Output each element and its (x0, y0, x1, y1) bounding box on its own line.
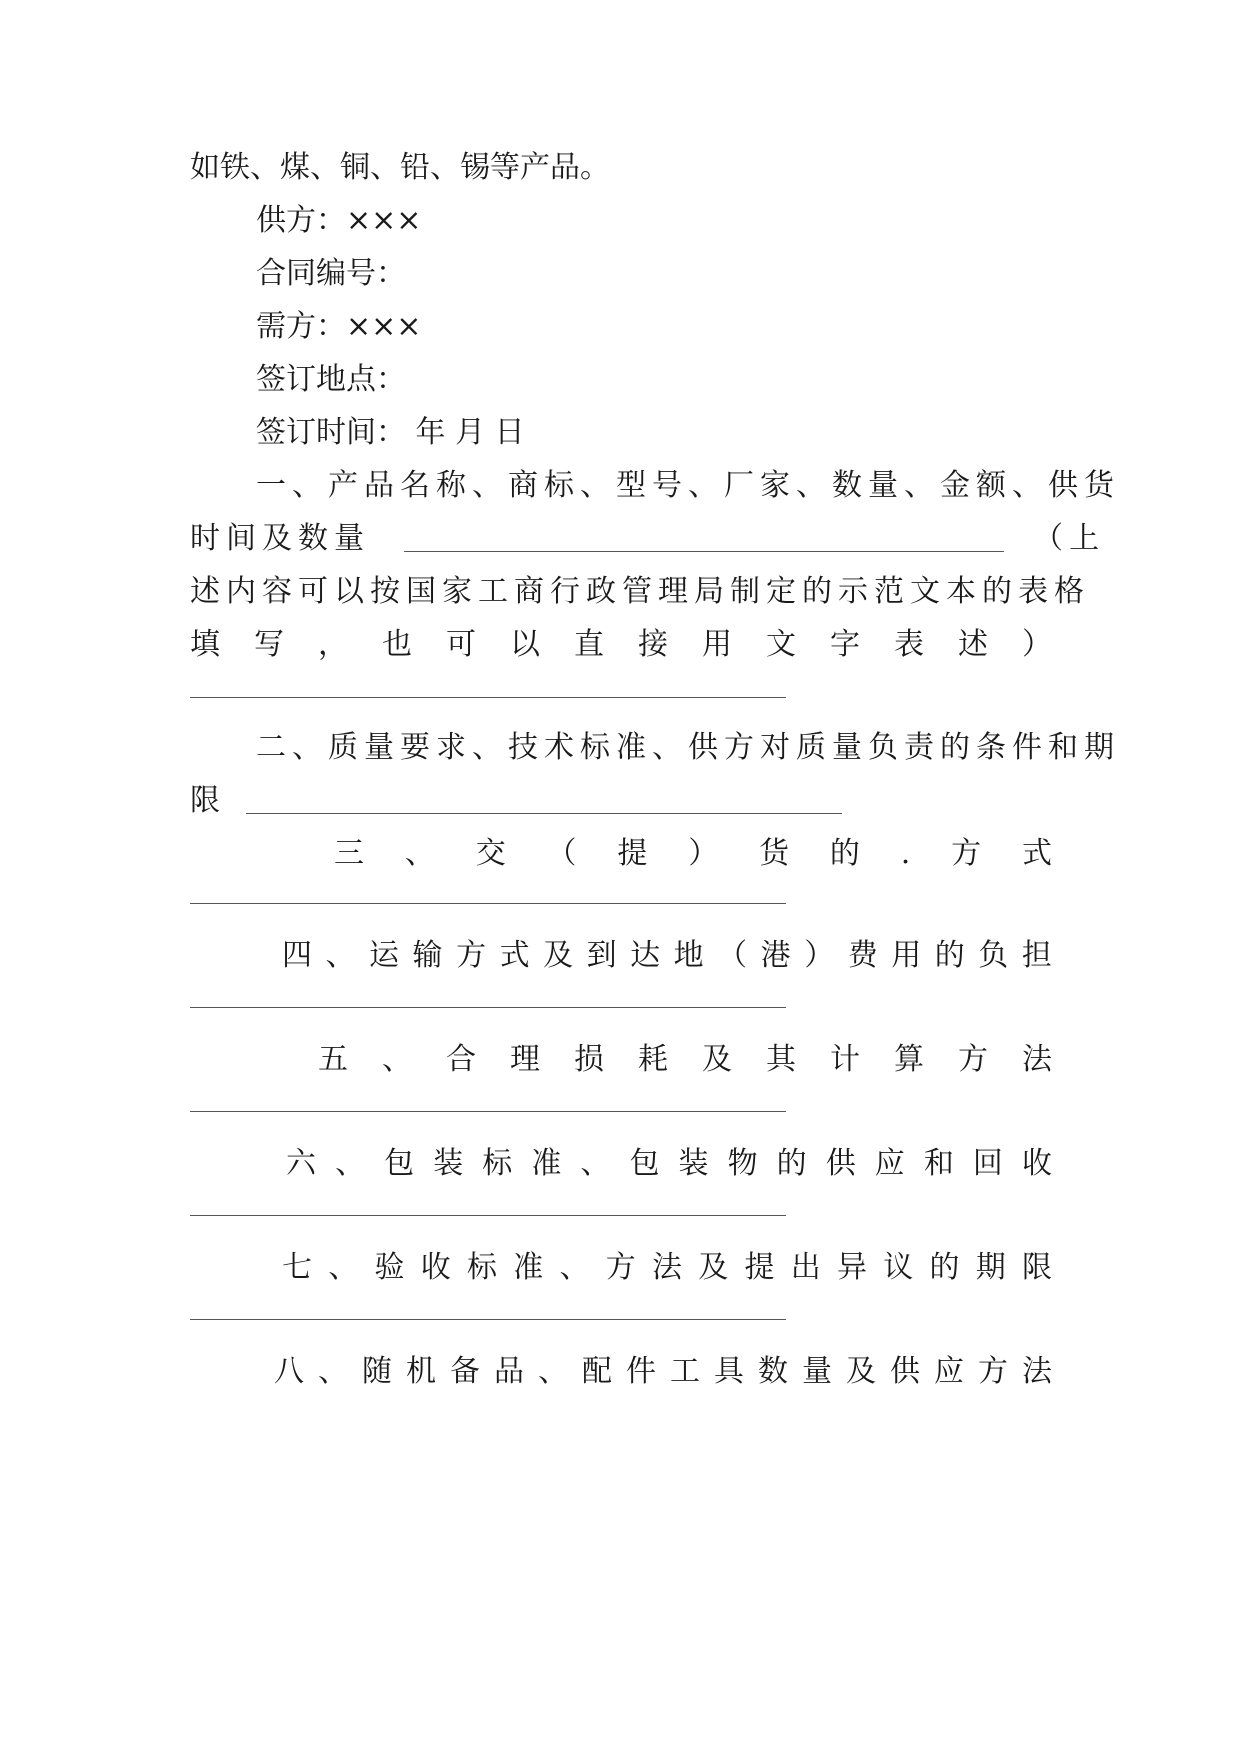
section-8-char: 数 (758, 1354, 788, 1389)
section-8-char: 量 (802, 1354, 832, 1389)
section-6-char: 包 (384, 1146, 415, 1181)
section-6-char: 装 (433, 1146, 464, 1181)
section-7-heading (282, 1248, 1052, 1288)
fill-in-blank-1b (190, 697, 786, 698)
section-4-char: 输 (412, 938, 443, 973)
section-4-char: 式 (499, 938, 530, 973)
section-7-char: 期 (975, 1250, 1006, 1285)
section-3-char: 的 (829, 836, 860, 871)
section-4-char: 的 (934, 938, 965, 973)
section-8-char: 件 (626, 1354, 656, 1389)
section-6-char: 、 (335, 1146, 366, 1181)
section-7-char: 及 (698, 1250, 729, 1285)
section-5-char: 方 (958, 1042, 988, 1077)
section-1-line-4-char: 用 (702, 627, 732, 662)
section-5-char: 合 (446, 1042, 476, 1077)
section-7-char: 方 (605, 1250, 636, 1285)
section-4-char: 港 (760, 938, 791, 973)
section-4-char: 到 (586, 938, 617, 973)
sign-place-line: 签订地点： (256, 362, 406, 397)
section-1-line-4-char: ， (318, 627, 348, 662)
section-4-char: 、 (325, 938, 356, 973)
section-3-char: . (900, 836, 911, 871)
section-8-char: 法 (1022, 1354, 1052, 1389)
buyer-line: 需方：××× (256, 309, 422, 344)
section-4-char: 达 (630, 938, 661, 973)
section-8-char: 八 (274, 1354, 304, 1389)
fill-in-blank-5 (190, 1111, 786, 1112)
fill-in-blank-7 (190, 1319, 786, 1320)
section-7-char: 异 (837, 1250, 867, 1285)
section-7-char: 收 (420, 1250, 451, 1285)
section-7-char: 提 (744, 1250, 775, 1285)
section-7-char: 出 (790, 1250, 821, 1285)
section-6-char: 六 (286, 1146, 316, 1181)
section-6-char: 和 (923, 1146, 954, 1181)
section-1-line-4-char: 可 (446, 627, 476, 662)
intro-line: 如铁、煤、铜、铅、锡等产品。 (190, 150, 610, 185)
section-1-line-4-char: 表 (894, 627, 924, 662)
section-3-char: ） (688, 836, 719, 871)
section-4-char: 用 (891, 938, 922, 973)
section-8-char: 品 (494, 1354, 524, 1389)
fill-in-blank-2 (246, 791, 842, 814)
section-6-char: 、 (580, 1146, 611, 1181)
section-1-line-4-char: 也 (382, 627, 412, 662)
section-5-char: 五 (318, 1042, 348, 1077)
section-8-char: 工 (670, 1354, 700, 1389)
section-3-char: （ (546, 836, 577, 871)
section-5-heading (318, 1040, 1052, 1080)
section-4-char: 运 (369, 938, 400, 973)
section-5-char: 耗 (638, 1042, 668, 1077)
section-3-char: 、 (404, 836, 435, 871)
section-1-line-4-char: 以 (510, 627, 540, 662)
section-3-char: 货 (759, 836, 790, 871)
section-1-line-2 (190, 519, 1106, 559)
section-3-char: 式 (1021, 836, 1052, 871)
section-4-char: ） (804, 938, 835, 973)
section-8-char: 配 (582, 1354, 612, 1389)
section-8-char: 供 (890, 1354, 920, 1389)
section-1-line-4-char: ） (1022, 627, 1052, 662)
section-1-heading: 一、产品名称、商标、型号、厂家、数量、金额、供货 (256, 468, 1120, 503)
section-1-line-4-char: 直 (574, 627, 604, 662)
fill-in-blank-3 (190, 903, 786, 904)
section-2-label: 限 (190, 783, 220, 818)
section-8-char: 应 (934, 1354, 964, 1389)
section-4-heading (282, 936, 1052, 976)
section-6-char: 收 (1021, 1146, 1052, 1181)
section-8-char: 随 (362, 1354, 392, 1389)
section-6-char: 准 (531, 1146, 562, 1181)
section-4-char: 担 (1021, 938, 1052, 973)
section-4-char: 及 (543, 938, 574, 973)
section-3-char: 三 (334, 836, 364, 871)
section-7-char: 验 (374, 1250, 405, 1285)
section-8-char: 机 (406, 1354, 436, 1389)
section-5-char: 理 (510, 1042, 540, 1077)
section-7-char: 、 (559, 1250, 590, 1285)
fill-in-blank-6 (190, 1215, 786, 1216)
contract-number-line: 合同编号： (256, 256, 406, 291)
section-1-line-4-char: 文 (766, 627, 796, 662)
section-5-char: 损 (574, 1042, 604, 1077)
section-1-line-4-char: 填 (190, 627, 220, 662)
section-8-heading (274, 1352, 1052, 1392)
section-1-line-4 (190, 625, 1052, 665)
section-6-char: 标 (482, 1146, 513, 1181)
fill-in-blank-1 (404, 529, 1004, 552)
section-8-char: 备 (450, 1354, 480, 1389)
section-7-char: 限 (1022, 1250, 1052, 1285)
section-6-char: 应 (874, 1146, 905, 1181)
section-6-char: 的 (776, 1146, 807, 1181)
section-2-line-2 (190, 781, 1052, 821)
section-3-heading (334, 834, 1052, 874)
section-7-char: 的 (929, 1250, 960, 1285)
section-8-char: 具 (714, 1354, 744, 1389)
section-3-char: 方 (951, 836, 982, 871)
section-2-heading: 二、质量要求、技术标准、供方对质量负责的条件和期 (256, 730, 1120, 765)
section-4-char: 方 (456, 938, 487, 973)
supplier-line: 供方：××× (256, 203, 422, 238)
section-7-char: 标 (467, 1250, 497, 1285)
section-4-char: 四 (282, 938, 312, 973)
section-1-label: 时间及数量 (190, 521, 370, 556)
section-1-line-4-char: 述 (958, 627, 988, 662)
section-5-char: 、 (382, 1042, 412, 1077)
section-6-heading (286, 1144, 1052, 1184)
section-1-line-4-char: 接 (638, 627, 668, 662)
section-7-char: 议 (883, 1250, 914, 1285)
section-3-char: 提 (617, 836, 648, 871)
section-5-char: 及 (702, 1042, 732, 1077)
section-7-char: 、 (328, 1250, 359, 1285)
section-6-char: 装 (678, 1146, 709, 1181)
section-1-line-4-char: 字 (830, 627, 860, 662)
section-8-char: 、 (538, 1354, 568, 1389)
section-4-char: （ (717, 938, 748, 973)
section-7-char: 法 (652, 1250, 682, 1285)
section-5-char: 法 (1022, 1042, 1052, 1077)
section-5-char: 算 (894, 1042, 924, 1077)
section-8-char: 、 (318, 1354, 348, 1389)
section-7-char: 准 (513, 1250, 544, 1285)
section-1-line-4-char: 写 (254, 627, 284, 662)
sign-time-line: 签订时间： 年 月 日 (256, 415, 525, 450)
section-4-char: 费 (847, 938, 878, 973)
section-5-char: 其 (766, 1042, 796, 1077)
section-1-note-start: （上 (1033, 521, 1106, 556)
section-6-char: 回 (972, 1146, 1003, 1181)
section-4-char: 负 (978, 938, 1009, 973)
section-6-char: 供 (825, 1146, 856, 1181)
section-1-line-3: 述内容可以按国家工商行政管理局制定的示范文本的表格 (190, 574, 1090, 609)
section-6-char: 物 (727, 1146, 758, 1181)
section-7-char: 七 (282, 1250, 312, 1285)
fill-in-blank-4 (190, 1007, 786, 1008)
section-5-char: 计 (830, 1042, 860, 1077)
section-8-char: 及 (846, 1354, 876, 1389)
section-6-char: 包 (629, 1146, 660, 1181)
section-3-char: 交 (475, 836, 506, 871)
section-8-char: 方 (978, 1354, 1008, 1389)
section-4-char: 地 (673, 938, 704, 973)
